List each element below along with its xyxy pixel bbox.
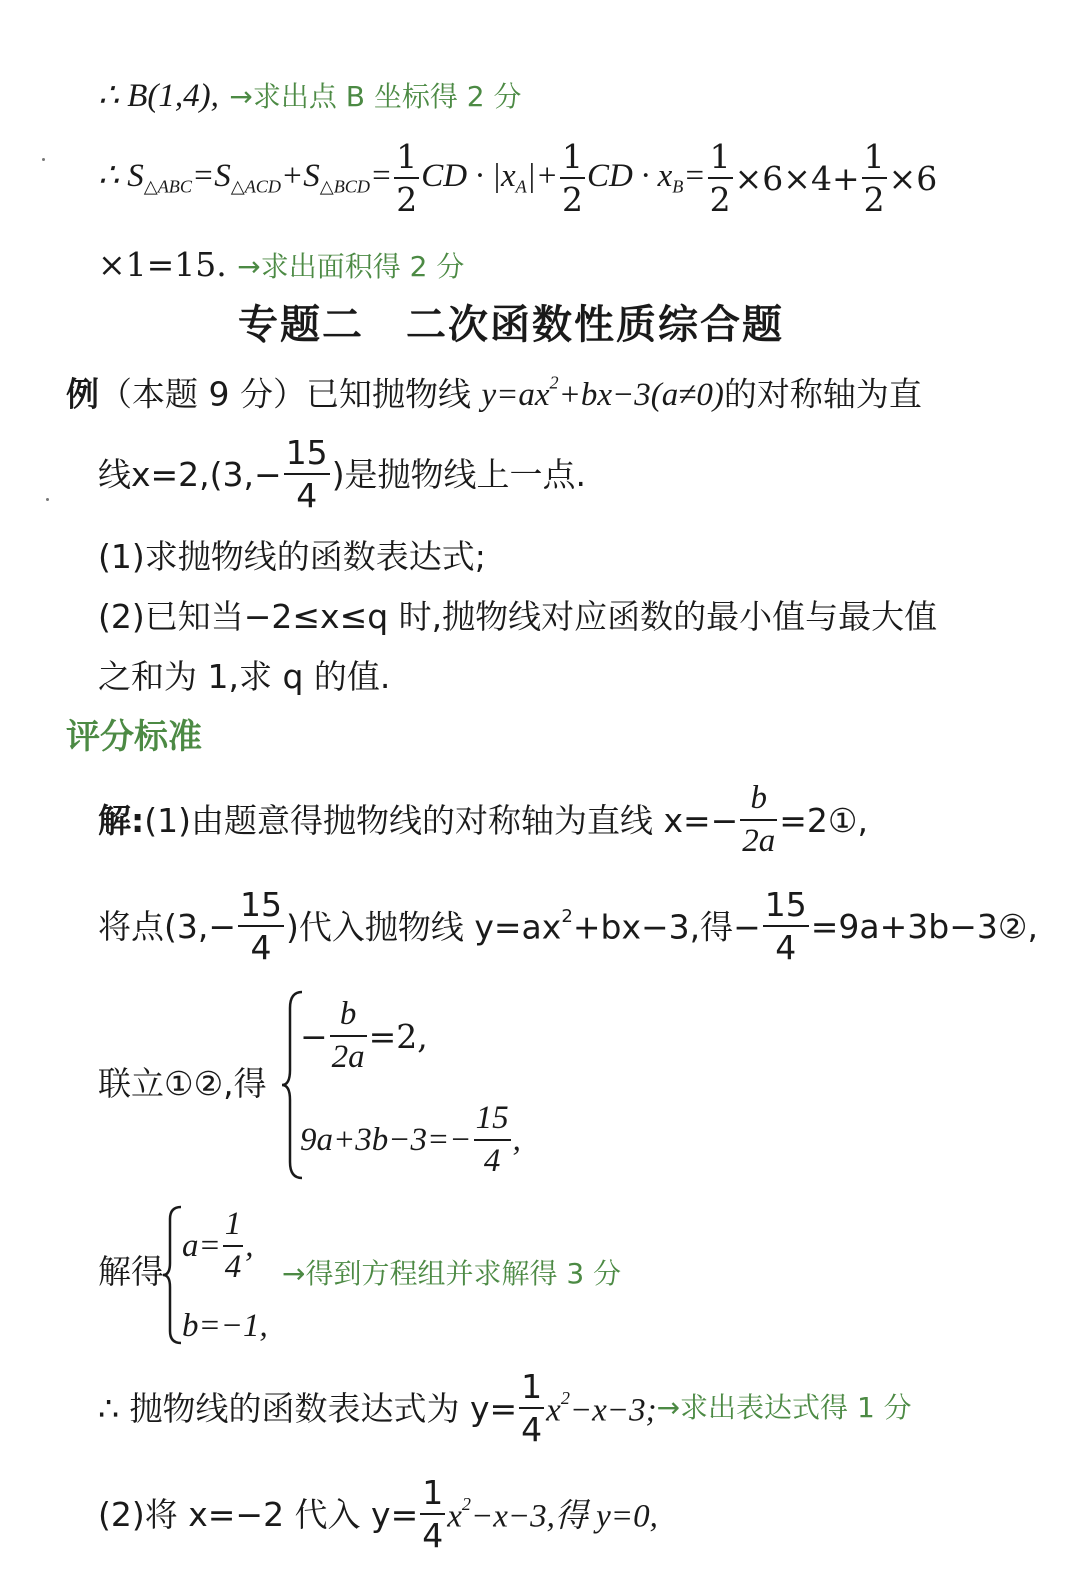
solution-5a: ∴ 抛物线的函数表达式为 y= xyxy=(98,1388,518,1428)
section-title: 专题二 二次函数性质综合题 xyxy=(238,302,784,348)
fraction-15-4: $\frac{15}{4}$ xyxy=(764,885,807,967)
scan-speck xyxy=(42,158,45,161)
area-result: ×1=15. xyxy=(98,245,227,284)
note-area: →求出面积得 2 分 xyxy=(237,250,465,283)
solution-1b: =2①, xyxy=(779,800,869,840)
fraction-1-4: $\frac{1}{4}$ xyxy=(224,1206,242,1285)
fraction-1-4: $\frac{1}{4}$ xyxy=(422,1473,444,1555)
solved-row-1: a= $\frac{1}{4}$ , xyxy=(182,1206,254,1285)
system-label: 联立①②,得 xyxy=(98,1064,267,1103)
line-area-formula xyxy=(98,137,938,219)
question-2-line-1: (2)已知当−2≤x≤q 时,抛物线对应函数的最小值与最大值 xyxy=(98,597,938,636)
fraction-half: $\frac{1}{2}$ xyxy=(562,137,584,219)
brace-icon xyxy=(163,1205,183,1345)
solution-2d: =9a+3b−3②, xyxy=(810,906,1038,946)
product-1: ×6×4+ xyxy=(734,158,860,198)
line-point-b xyxy=(98,78,521,113)
solution-line-2 xyxy=(98,885,1038,967)
solution-line-6 xyxy=(98,1473,658,1555)
example-line-2b: )是抛物线上一点. xyxy=(331,454,587,494)
example-line-2a: 线x=2,(3,− xyxy=(98,454,282,494)
solution-6a: (2)将 x=−2 代入 y= xyxy=(98,1494,419,1534)
system-row-1: − $\frac{b}{2a}$ =2, xyxy=(300,996,428,1075)
term-cd-xa: CD · $|x_A|+$ xyxy=(421,158,559,197)
term-cd-xb: CD · $x_B=$ xyxy=(587,158,706,197)
area-s-abc: ∴ $S_{\triangle ABC}=S_{\triangle ACD}+S_{\triangle BCD}=$ xyxy=(98,158,393,197)
solution-label: 解: xyxy=(98,800,145,840)
product-2: ×6 xyxy=(888,158,938,198)
fraction-1-4: $\frac{1}{4}$ xyxy=(521,1367,543,1449)
example-text-b: 的对称轴为直 xyxy=(723,374,922,414)
point-b-math: ∴ B(1,4), xyxy=(98,78,219,114)
fraction-15-4: $\frac{15}{4}$ xyxy=(475,1100,509,1179)
fraction-half: $\frac{1}{2}$ xyxy=(396,137,418,219)
fraction-half: $\frac{1}{2}$ xyxy=(863,137,885,219)
solved-label: 解得 xyxy=(98,1252,164,1291)
grading-title: 评分标准 xyxy=(66,717,202,757)
solution-6b: $x^2-x-3$,得 y=0, xyxy=(447,1493,658,1535)
fraction-half: $\frac{1}{2}$ xyxy=(709,137,731,219)
example-line-1 xyxy=(66,374,922,412)
solved-row-2: b=−1, xyxy=(182,1308,268,1344)
question-1: (1)求抛物线的函数表达式; xyxy=(98,537,486,576)
note-point-b: →求出点 B 坐标得 2 分 xyxy=(229,80,522,113)
example-label: 例 xyxy=(66,374,99,414)
example-text-a: （本题 9 分）已知抛物线 xyxy=(99,374,482,414)
example-equation: $y=ax^2+bx-3(a\ne 0)$ xyxy=(481,373,724,414)
solution-line-5 xyxy=(98,1367,912,1449)
fraction-b-2a: $\frac{b}{2a}$ xyxy=(742,780,776,859)
question-2-line-2: 之和为 1,求 q 的值. xyxy=(98,657,391,696)
solution-1a: (1)由题意得抛物线的对称轴为直线 x=− xyxy=(144,800,739,840)
solution-line-1 xyxy=(98,782,868,858)
solution-2a: 将点(3,− xyxy=(98,906,237,946)
fraction-15-4: $\frac{15}{4}$ xyxy=(285,433,328,515)
note-system: →得到方程组并求解得 3 分 xyxy=(282,1257,622,1290)
example-line-2 xyxy=(98,433,587,515)
line-area-result xyxy=(98,245,465,284)
fraction-15-4: $\frac{15}{4}$ xyxy=(240,885,283,967)
solution-2b: )代入抛物线 $y=ax^2+bx-3$,得− xyxy=(286,906,761,947)
scan-speck xyxy=(46,498,49,501)
fraction-b-2a: $\frac{b}{2a}$ xyxy=(331,996,365,1075)
system-row-2: 9a+3b−3=− $\frac{15}{4}$ , xyxy=(300,1100,521,1179)
note-expression: →求出表达式得 1 分 xyxy=(656,1391,912,1424)
solution-5b: $x^2-x-3$; xyxy=(546,1387,657,1429)
